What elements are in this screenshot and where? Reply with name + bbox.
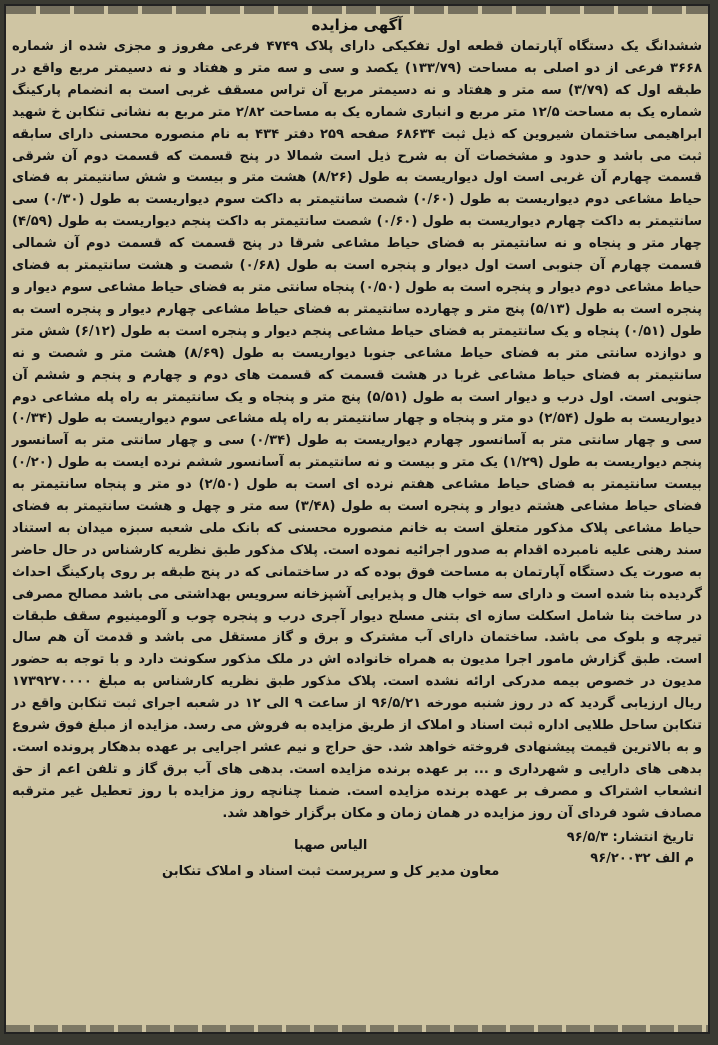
notice-body bbox=[12, 14, 702, 1024]
torn-top-edge bbox=[6, 6, 708, 14]
torn-bottom-edge bbox=[6, 1025, 708, 1032]
signer-title: معاون مدیر کل و سرپرست ثبت اسناد و املاک تنکابن bbox=[162, 863, 500, 879]
signature-block bbox=[162, 833, 499, 885]
newspaper-clipping bbox=[4, 4, 710, 1034]
notice-paragraph: ششدانگ یک دستگاه آپارتمان قطعه اول تفکیکی دارای پلاک ۴۷۴۹ فرعی مفروز و مجزی شده از شماره ۳۶۶۸ فرعی از دو اصلی به مساحت (۱۳۳/۷۹) یکصد و سی و سه متر و هفتاد و نه دسیمتر مربع واقع در طبقه اول که (۳/۷۹) سه متر و هفتاد و نه دسیمتر مربع آن تراس مسقف غربی است به انضمام پارکینگ شماره یک به مساحت ۱۲/۵ متر مربع و انباری شماره یک به مساحت ۲/۸۲ متر مربع به نشانی تنکابن خ شهید ابراهیمی ساختمان شیروین که ذیل ثبت ۶۸۶۳۴ صفحه ۲۵۹ دفتر ۴۳۴ به نام منصوره محسنی دارای سابقه ثبت می باشد و حدود و مشخصات آن به شرح ذیل است شمالا در پنج قسمت که قسمت دوم آن شرقی قسمت چهارم آن غربی است اول دیواریست به طول (۸/۲۶) هشت متر و بیست و شش سانتیمتر به فضای حیاط مشاعی دوم دیواریست به طول (۰/۶۰) شصت سانتیمتر به داکت سوم دیواریست به طول (۰/۳۰) سی سانتیمتر به داکت چهارم دیواریست به طول (۰/۶۰) شصت سانتیمتر به داکت پنجم دیواریست به طول (۴/۵۹) چهار متر و پنجاه و نه سانتیمتر به فضای حیاط مشاعی شرقا در پنج قسمت که قسمت دوم آن شمالی قسمت چهارم آن جنوبی است اول دیوار و پنجره است به طول (۰/۶۸) شصت و هشت سانتیمتر به فضای حیاط مشاعی دوم دیوار و پنجره است به طول (۰/۵۰) پنجاه سانتی متر به فضای حیاط مشاعی سوم دیوار و پنجره است به طول (۵/۱۳) پنج متر و چهارده سانتیمتر به فضای حیاط مشاعی چهارم دیوار و پنجره است به طول (۰/۵۱) پنجاه و یک سانتیمتر به فضای حیاط مشاعی پنجم دیوار و پنجره است به طول (۶/۱۲) شش متر و دوازده سانتی متر به فضای حیاط مشاعی جنوبا دیواریست به طول (۸/۶۹) هشت متر و شصت و نه سانتیمتر به فضای حیاط مشاعی غربا در هشت قسمت که قسمت های دوم و چهارم و پنجم و ششم آن جنوبی است. اول درب و دیوار است به طول (۵/۵۱) پنج متر و پنجاه و یک سانتیمتر به راه پله مشاعی دوم دیواریست به طول (۲/۵۴) دو متر و پنجاه و چهار سانتیمتر به راه پله مشاعی سوم دیواریست به طول (۰/۳۴) سی و چهار سانتی متر به آسانسور چهارم دیواریست به طول (۰/۳۴) سی و چهار سانتی متر به آسانسور پنجم دیواریست به طول (۱/۲۹) یک متر و بیست و نه سانتیمتر به آسانسور ششم نرده ایست به طول (۰/۲۰) بیست سانتیمتر به فضای حیاط مشاعی هفتم نرده ای است به طول (۲/۵۰) دو متر و پنجاه سانتیمتر به فضای حیاط مشاعی هشتم دیوار و پنجره است به طول (۳/۴۸) سه متر و چهل و هشت سانتیمتر به فضای حیاط مشاعی پلاک مذکور متعلق است به خانم منصوره محسنی که بانک ملی شعبه سبزه میدان به استناد سند رهنی علیه نامبرده اقدام به صدور اجرائیه نموده است. پلاک مذکور طبق نظریه کارشناس در حال حاضر به صورت یک دستگاه آپارتمان به مساحت فوق بوده که در ساختمانی که در پنج طبقه بر روی پارکینگ احداث گردیده بنا شده است و دارای سه خواب هال و پذیرایی آشپزخانه سرویس بهداشتی می باشد مصالح مصرفی در ساخت بنا شامل اسکلت سازه ای بتنی مسلح دیوار آجری درب و پنجره چوب و آلومینیوم سقف طبقات تیرچه و بلوک می باشد. ساختمان دارای آب مشترک و برق و گاز مستقل می باشد و قدمت آن هم سال است. طبق گزارش مامور اجرا مدیون به همراه خانواده اش در ملک مذکور سکونت دارد و با توجه به حضور مدیون در خصوص بیمه مدرکی ارائه نشده است. پلاک مذکور طبق نظریه کارشناس به مبلغ ۱۷۳۹۲۷۰۰۰۰ ریال ارزیابی گردید که در روز شنبه مورخه ۹۶/۵/۲۱ از ساعت ۹ الی ۱۲ در شعبه اجرای ثبت تنکابن واقع در تنکابن ساحل طلایی اداره ثبت اسناد و املاک از طریق مزایده به فروش می رسد. مزایده از مبلغ فوق شروع و به بالاترین قیمت پیشنهادی فروخته خواهد شد. حق حراج و نیم عشر اجرایی بر عهده بدهکار پرونده است. بدهی های دارایی و شهرداری و ... بر عهده برنده مزایده است. بدهی های آب برق گاز و تلفن اعم از حق انشعاب اشتراک و مصرف بر عهده برنده مزایده است. ضمنا چنانچه روز مزایده با روز تعطیل غیر مترقبه مصادف شود فردای آن روز مزایده در همان زمان و مکان برگزار خواهد شد. bbox=[12, 39, 703, 821]
publish-date: تاریخ انتشار: ۹۶/۵/۳ bbox=[566, 829, 694, 845]
reference-number: م الف ۹۶/۲۰۰۳۲ bbox=[590, 850, 694, 866]
date-block bbox=[567, 827, 694, 869]
notice-title: آگهی مزایده bbox=[311, 16, 403, 34]
signer-name: الیاس صهبا bbox=[294, 837, 368, 853]
notice-footer bbox=[12, 827, 702, 947]
